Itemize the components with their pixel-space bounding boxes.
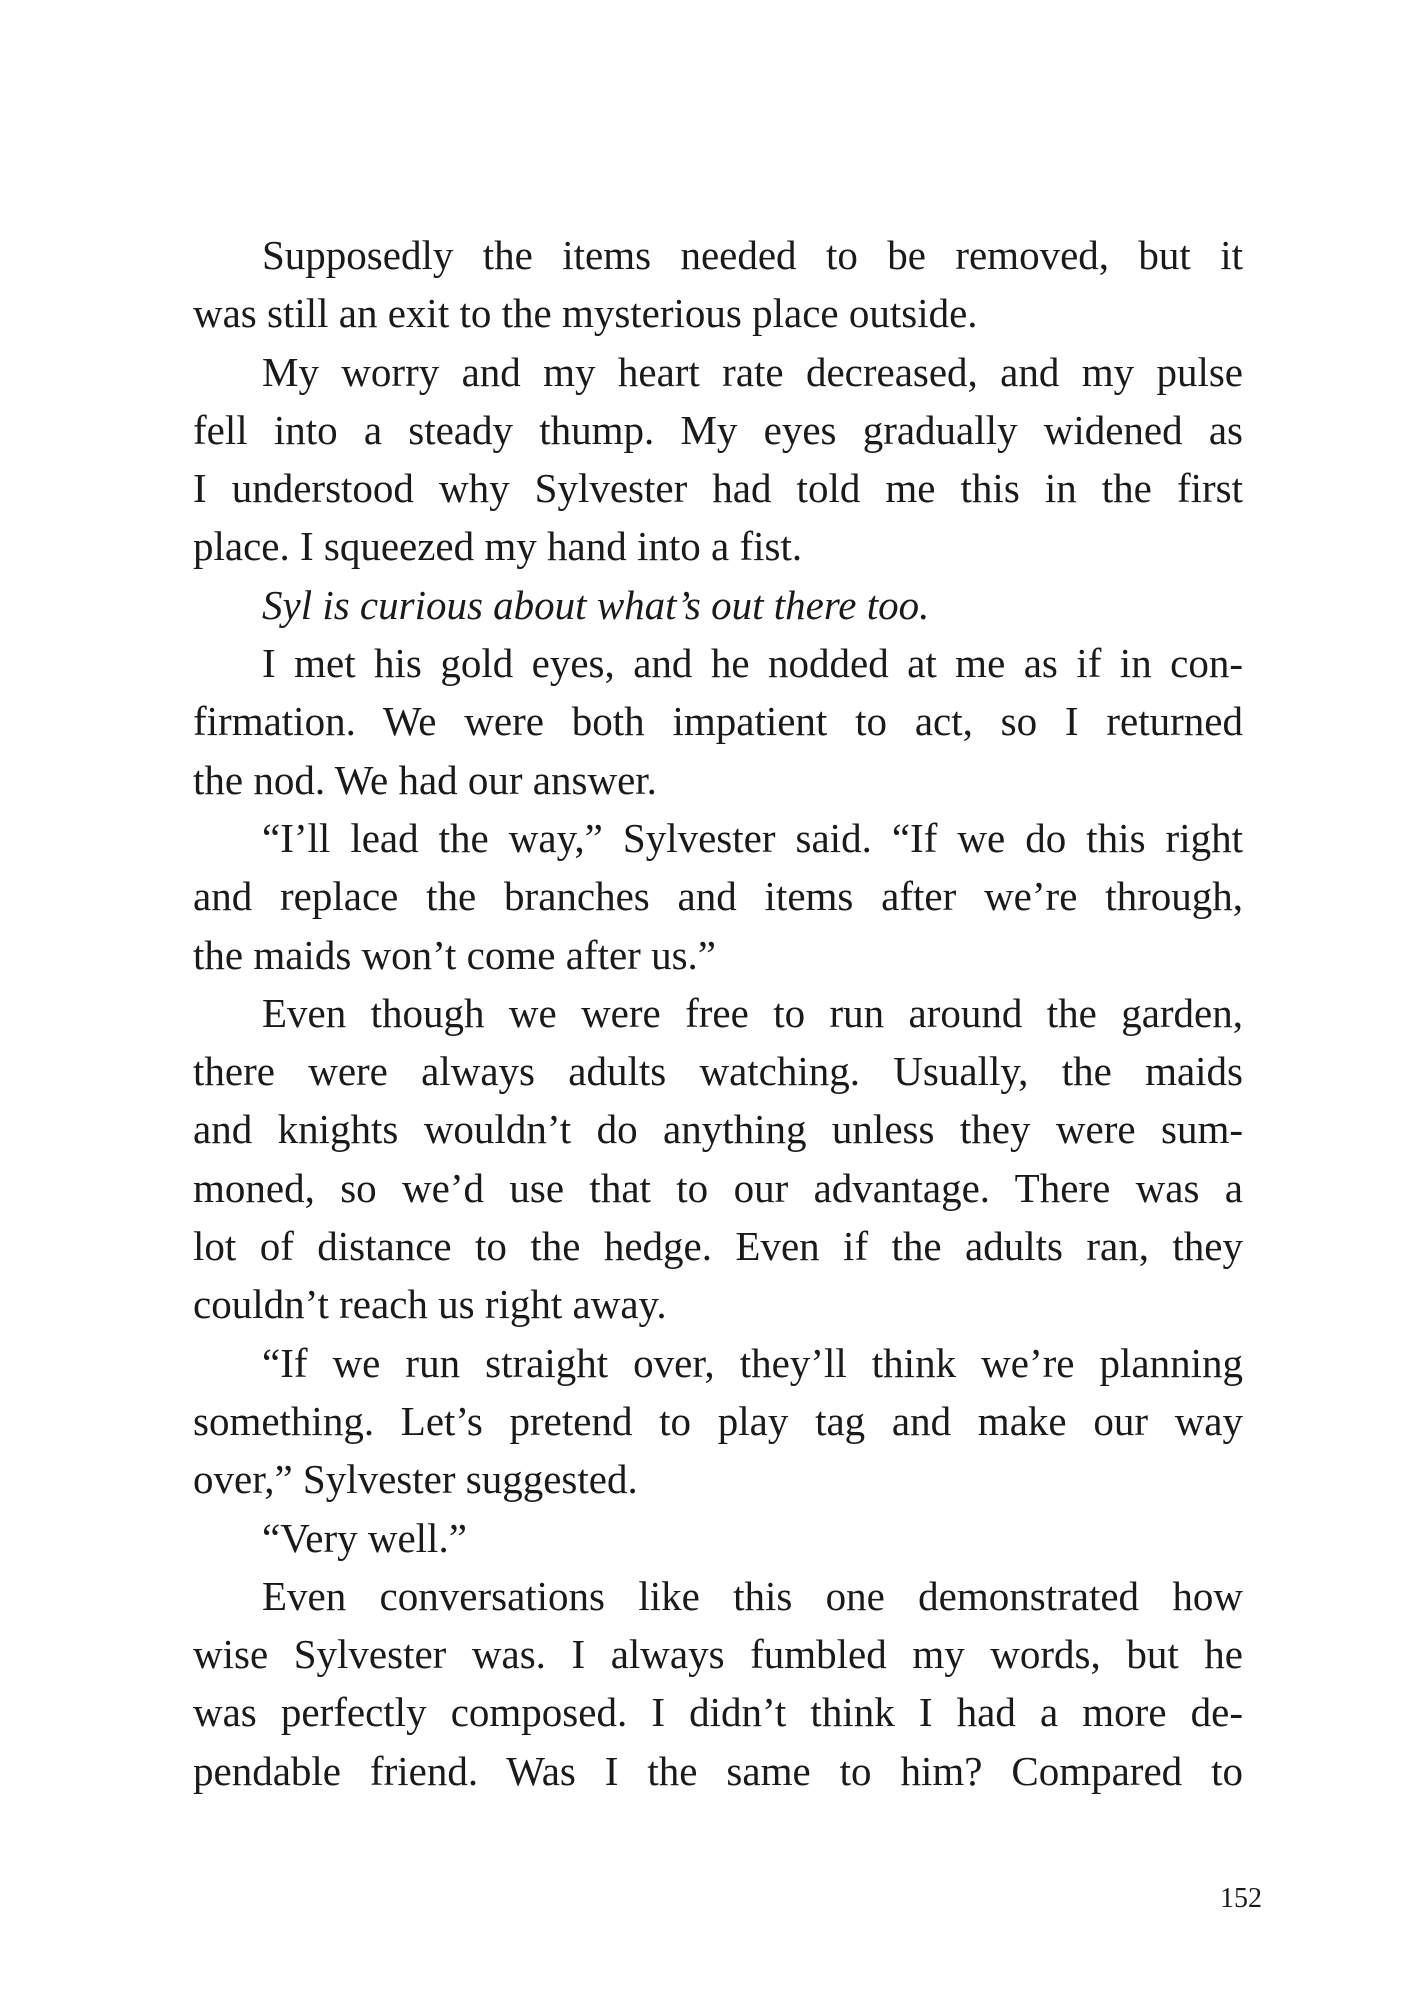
text-line: I met his gold eyes, and he nodded at me as if in con-: [262, 640, 1243, 687]
text-line: “If we run straight over, they’ll think we’re planning: [262, 1339, 1243, 1386]
text-line: over,” Sylvester suggested.: [193, 1456, 638, 1503]
text-line: place. I squeezed my hand into a fist.: [193, 523, 803, 570]
text-line: Even conversations like this one demonstrated how: [262, 1572, 1243, 1619]
text-line: My worry and my heart rate decreased, and my pulse: [262, 348, 1243, 395]
text-line: the maids won’t come after us.”: [193, 931, 716, 978]
text-line: moned, so we’d use that to our advantage. There was a: [193, 1164, 1243, 1211]
text-line: pendable friend. Was I the same to him? Compared to: [193, 1747, 1243, 1794]
text-line: Even though we were free to run around the garden,: [262, 989, 1243, 1036]
text-line: lot of distance to the hedge. Even if the adults ran, they: [193, 1223, 1243, 1270]
page-number: 152: [1220, 1883, 1262, 1914]
text-line: the nod. We had our answer.: [193, 756, 657, 803]
text-line: there were always adults watching. Usually, the maids: [193, 1048, 1243, 1095]
text-line: was perfectly composed. I didn’t think I had a more de-: [193, 1689, 1243, 1736]
text-line: and knights wouldn’t do anything unless they were sum-: [193, 1106, 1243, 1153]
text-line: Supposedly the items needed to be removed, but it: [262, 232, 1243, 278]
text-line: firmation. We were both impatient to act, so I returned: [193, 698, 1243, 745]
text-line: I understood why Sylvester had told me this in the first: [193, 465, 1243, 512]
text-line: and replace the branches and items after we’re through,: [193, 873, 1243, 920]
text-line: wise Sylvester was. I always fumbled my words, but he: [193, 1631, 1243, 1678]
text-line: “I’ll lead the way,” Sylvester said. “If we do this right: [262, 814, 1243, 861]
text-line: was still an exit to the mysterious place outside.: [193, 290, 978, 337]
body-text: [193, 226, 1243, 1800]
italic-thought-line: Syl is curious about what’s out there too.: [262, 581, 930, 628]
text-line: couldn’t reach us right away.: [193, 1281, 667, 1328]
text-line: something. Let’s pretend to play tag and make our way: [193, 1397, 1243, 1444]
text-line: “Very well.”: [262, 1514, 467, 1561]
text-line: fell into a steady thump. My eyes gradually widened as: [193, 406, 1243, 453]
